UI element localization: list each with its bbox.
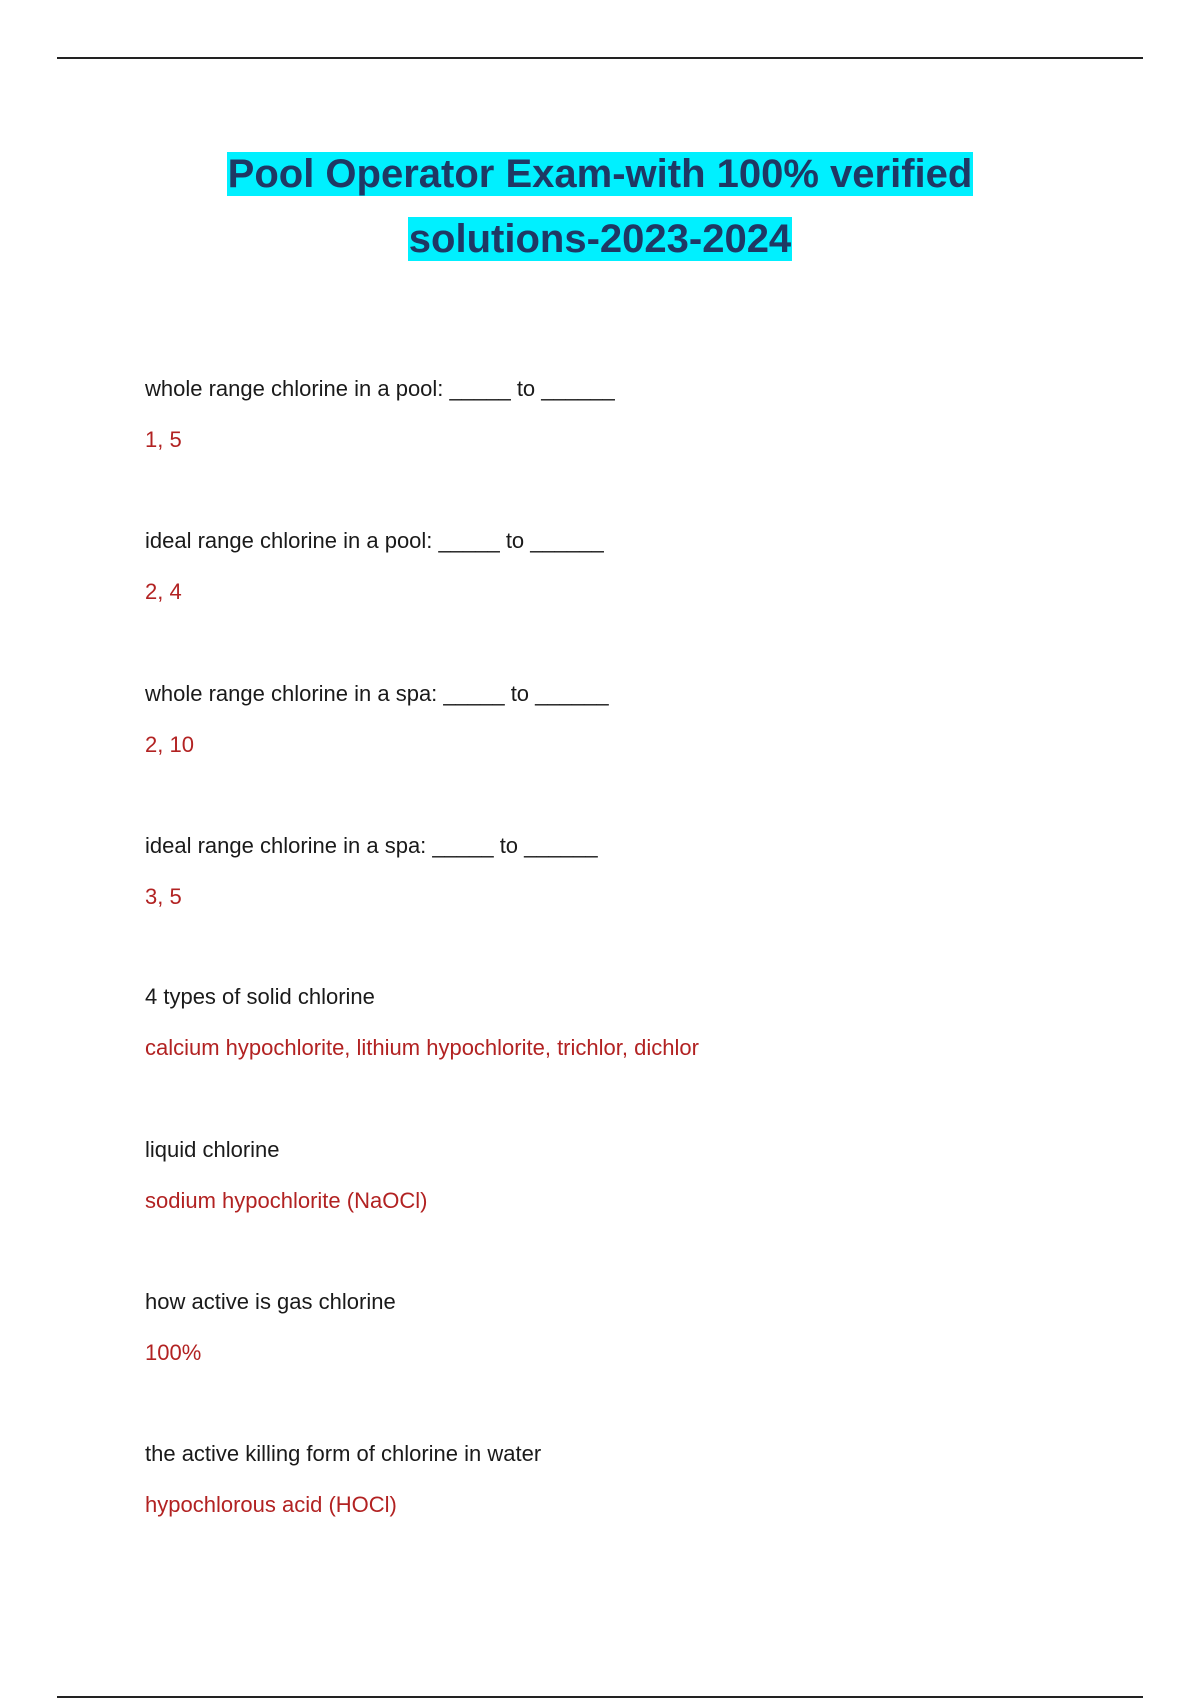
qa-item <box>145 375 1105 454</box>
answer-text: hypochlorous acid (HOCl) <box>145 1492 397 1517</box>
answer-text: 1, 5 <box>145 427 182 452</box>
title-line-1: Pool Operator Exam-with 100% verified <box>227 152 973 196</box>
question-text: whole range chlorine in a spa: _____ to ______ <box>145 681 609 706</box>
qa-item <box>145 832 1105 911</box>
question-text: how active is gas chlorine <box>145 1289 396 1314</box>
question-text: the active killing form of chlorine in water <box>145 1441 542 1466</box>
qa-item <box>145 1288 1105 1367</box>
qa-item <box>145 1440 1105 1519</box>
qa-item <box>145 983 1105 1062</box>
answer-text: sodium hypochlorite (NaOCl) <box>145 1188 428 1213</box>
question-text: liquid chlorine <box>145 1137 280 1162</box>
answer-text: 100% <box>145 1340 202 1365</box>
qa-item <box>145 527 1105 606</box>
answer-text: 2, 4 <box>145 579 182 604</box>
answer-text: 2, 10 <box>145 732 194 757</box>
footer-rule <box>57 1696 1143 1698</box>
answer-text: calcium hypochlorite, lithium hypochlorite, trichlor, dichlor <box>145 1035 699 1060</box>
question-text: ideal range chlorine in a pool: _____ to ______ <box>145 528 604 553</box>
question-text: 4 types of solid chlorine <box>145 984 375 1009</box>
qa-item <box>145 680 1105 759</box>
question-text: ideal range chlorine in a spa: _____ to ______ <box>145 833 598 858</box>
answer-text: 3, 5 <box>145 884 182 909</box>
qa-item <box>145 1136 1105 1215</box>
document-title <box>0 146 1200 276</box>
question-text: whole range chlorine in a pool: _____ to ______ <box>145 376 615 401</box>
title-line-2: solutions-2023-2024 <box>408 217 792 261</box>
header-rule <box>57 57 1143 59</box>
